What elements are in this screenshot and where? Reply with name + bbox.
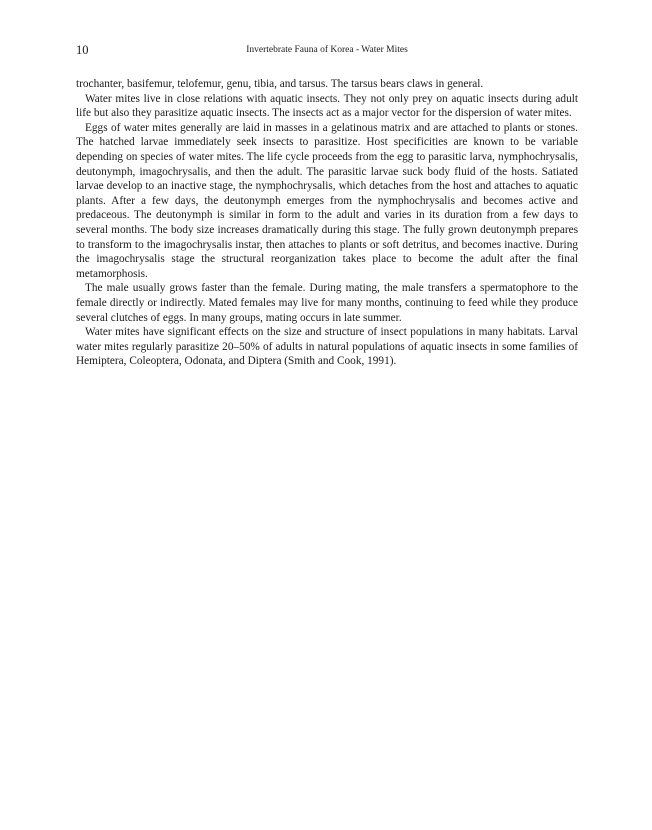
- body-text: [76, 77, 578, 369]
- paragraph-life-cycle: Eggs of water mites generally are laid in masses in a gelatinous matrix and are attached to plants or stones. The hatched larvae immediately seek insects to parasitize. Host specificities are known to be variable depending on species of water mites. The life cycle proceeds from the egg to parasitic larva, nymphochrysalis, deutonymph, imagochrysalis, and then the adult. The parasitic larvae suck body fluid of the hosts. Satiated larvae develop to an inactive stage, the nymphochrysalis, which detaches from the host and attaches to aquatic plants. After a few days, the deutonymph emerges from the nymphochrysalis and becomes active and predaceous. The deutonymph is similar in form to the adult and varies in its duration from a few days to several months. The body size increases dramatically during this stage. The fully grown deutonymph prepares to transform to the imagochrysalis instar, then attaches to plants or soft detritus, and becomes inactive. During the imagochrysalis stage the structural reorganization takes place to become the adult after the final metamorphosis.: [76, 121, 578, 280]
- page-number: 10: [76, 43, 89, 57]
- paragraph-population-effects: Water mites have significant effects on the size and structure of insect populations in many habitats. Larval water mites regularly parasitize 20–50% of adults in natural populations of aquatic insects in some families of Hemiptera, Coleoptera, Odonata, and Diptera (Smith and Cook, 1991).: [76, 326, 578, 368]
- paragraph-continuation: trochanter, basifemur, telofemur, genu, tibia, and tarsus. The tarsus bears claws in general.: [76, 78, 484, 90]
- page-header: [76, 42, 578, 58]
- paragraph-mating: The male usually grows faster than the female. During mating, the male transfers a spermatophore to the female directly or indirectly. Mated females may live for many months, continuing to feed while they produce several clutches of eggs. In many groups, mating occurs in late summer.: [76, 282, 578, 324]
- running-title: Invertebrate Fauna of Korea - Water Mites: [246, 45, 408, 55]
- paragraph-insect-relations: Water mites live in close relations with aquatic insects. They not only prey on aquatic insects during adult life but also they parasitize aquatic insects. The insects act as a major vector for the dispersion of water mites.: [76, 92, 578, 120]
